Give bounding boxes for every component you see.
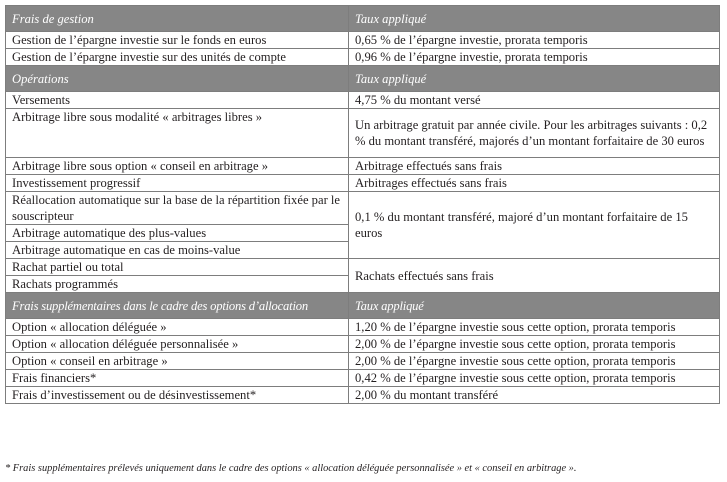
table-row xyxy=(6,192,720,225)
row-value: 0,65 % de l’épargne investie, prorata temporis xyxy=(349,32,720,49)
row-value: Un arbitrage gratuit par année civile. Pour les arbitrages suivants : 0,2 % du montant transféré, majorés d’un montant forfaitaire de 30 euros xyxy=(349,109,720,158)
row-label: Arbitrage libre sous modalité « arbitrages libres » xyxy=(6,109,349,158)
footnote: * Frais supplémentaires prélevés uniquement dans le cadre des options « allocation déléguée personnalisée » et « conseil en arbitrage ». xyxy=(5,463,577,474)
row-value: Arbitrage effectués sans frais xyxy=(349,158,720,175)
row-label: Option « allocation déléguée personnalisée » xyxy=(6,336,349,353)
section-header-frais-supplementaires xyxy=(6,293,720,319)
header-label: Frais supplémentaires dans le cadre des options d’allocation xyxy=(6,293,349,319)
table-row xyxy=(6,319,720,336)
section-header-operations xyxy=(6,66,720,92)
header-rate: Taux appliqué xyxy=(349,293,720,319)
header-rate: Taux appliqué xyxy=(349,6,720,32)
row-value: 4,75 % du montant versé xyxy=(349,92,720,109)
table-row xyxy=(6,336,720,353)
row-value: 2,00 % du montant transféré xyxy=(349,387,720,404)
table-row xyxy=(6,109,720,158)
row-label: Rachats programmés xyxy=(6,276,349,293)
row-value: 0,42 % de l’épargne investie sous cette option, prorata temporis xyxy=(349,370,720,387)
row-label: Réallocation automatique sur la base de la répartition fixée par le souscripteur xyxy=(6,192,349,225)
table-row xyxy=(6,353,720,370)
row-label: Arbitrage libre sous option « conseil en arbitrage » xyxy=(6,158,349,175)
row-value: 1,20 % de l’épargne investie sous cette option, prorata temporis xyxy=(349,319,720,336)
row-label: Gestion de l’épargne investie sur des unités de compte xyxy=(6,49,349,66)
row-label: Arbitrage automatique des plus-values xyxy=(6,225,349,242)
section-header-frais-de-gestion xyxy=(6,6,720,32)
row-label: Gestion de l’épargne investie sur le fonds en euros xyxy=(6,32,349,49)
table-row xyxy=(6,387,720,404)
table-row xyxy=(6,158,720,175)
table-row xyxy=(6,259,720,276)
row-value-merged: Rachats effectués sans frais xyxy=(349,259,720,293)
row-label: Investissement progressif xyxy=(6,175,349,192)
row-label: Arbitrage automatique en cas de moins-value xyxy=(6,242,349,259)
table-row xyxy=(6,32,720,49)
row-label: Option « allocation déléguée » xyxy=(6,319,349,336)
fee-table xyxy=(5,5,720,404)
row-value: 2,00 % de l’épargne investie sous cette option, prorata temporis xyxy=(349,336,720,353)
table-row xyxy=(6,49,720,66)
row-value-merged: 0,1 % du montant transféré, majoré d’un montant forfaitaire de 15 euros xyxy=(349,192,720,259)
row-label: Frais financiers* xyxy=(6,370,349,387)
row-label: Frais d’investissement ou de désinvestissement* xyxy=(6,387,349,404)
table-row xyxy=(6,370,720,387)
row-label: Versements xyxy=(6,92,349,109)
header-rate: Taux appliqué xyxy=(349,66,720,92)
row-label: Rachat partiel ou total xyxy=(6,259,349,276)
table-row xyxy=(6,92,720,109)
header-label: Opérations xyxy=(6,66,349,92)
header-label: Frais de gestion xyxy=(6,6,349,32)
row-label: Option « conseil en arbitrage » xyxy=(6,353,349,370)
row-value: Arbitrages effectués sans frais xyxy=(349,175,720,192)
row-value: 2,00 % de l’épargne investie sous cette option, prorata temporis xyxy=(349,353,720,370)
row-value: 0,96 % de l’épargne investie, prorata temporis xyxy=(349,49,720,66)
table-row xyxy=(6,175,720,192)
